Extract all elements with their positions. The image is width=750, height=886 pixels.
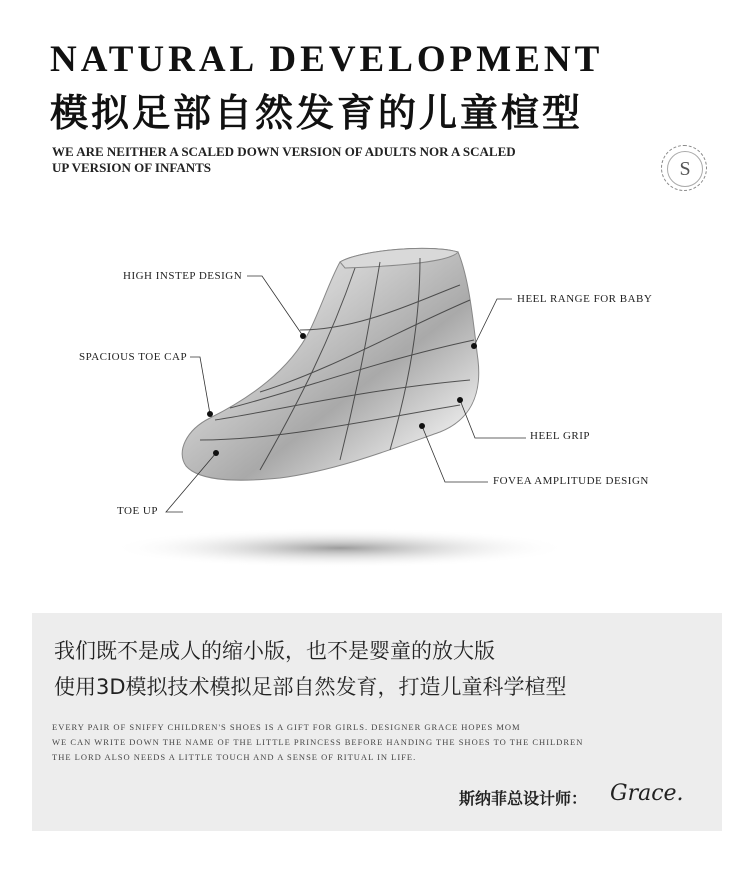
label-high-instep: HIGH INSTEP DESIGN [123,270,243,282]
shoe-shadow [110,528,570,568]
panel-description [52,720,583,765]
designer-signature: Grace. [610,781,684,806]
panel-small-line-3: THE LORD ALSO NEEDS A LITTLE TOUCH AND A SENSE OF RITUAL IN LIFE. [52,752,417,762]
panel-cn-line-2: 使用3D模拟技术模拟足部自然发育，打造儿童科学楦型 [54,675,567,699]
label-spacious-toe-cap: SPACIOUS TOE CAP [79,351,188,363]
panel-cn-line-1: 我们既不是成人的缩小版，也不是婴童的放大版 [54,639,495,663]
label-fovea: FOVEA AMPLITUDE DESIGN [493,475,649,487]
subtitle [52,144,572,176]
label-toe-up: TOE UP [117,505,158,517]
label-heel-range: HEEL RANGE FOR BABY [517,293,653,305]
subtitle-line-1: WE ARE NEITHER A SCALED DOWN VERSION OF ADULTS NOR A SCALED [52,144,516,159]
label-heel-grip: HEEL GRIP [530,430,591,442]
shoe-last-illustration [0,220,750,580]
title-cn: 模拟足部自然发育的儿童楦型 [50,91,584,135]
title-en: NATURAL DEVELOPMENT [50,39,604,80]
brand-badge [661,145,707,191]
panel-small-line-1: EVERY PAIR OF SNIFFY CHILDREN'S SHOES IS A GIFT FOR GIRLS. DESIGNER GRACE HOPES MOM [52,722,521,732]
brand-badge-letter: S [667,151,703,187]
panel-small-line-2: WE CAN WRITE DOWN THE NAME OF THE LITTLE PRINCESS BEFORE HANDING THE SHOES TO THE CHILDREN [52,737,584,747]
designer-label: 斯纳菲总设计师： [459,789,588,808]
info-panel [32,613,722,831]
subtitle-line-2: UP VERSION OF INFANTS [52,160,212,175]
